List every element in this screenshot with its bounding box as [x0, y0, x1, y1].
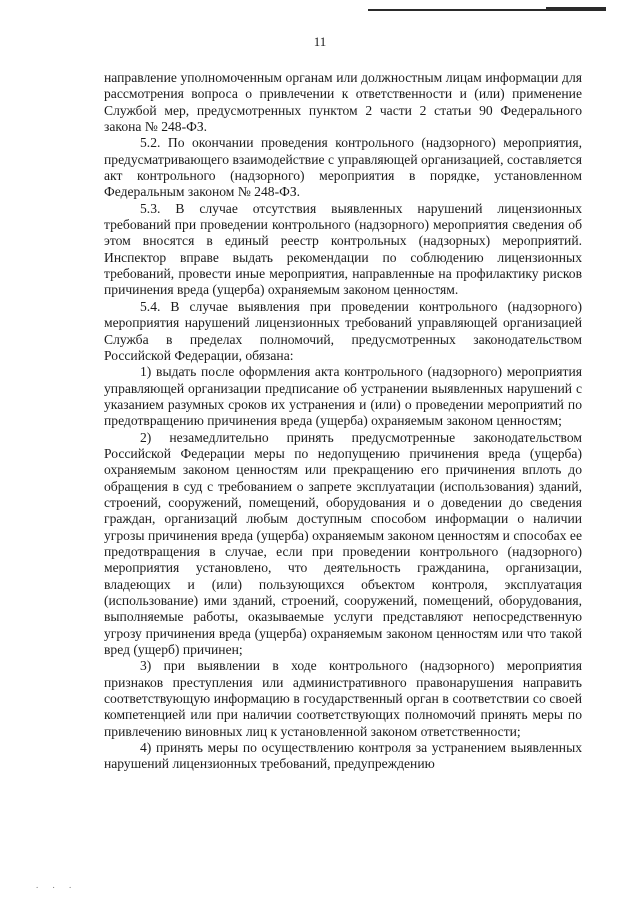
list-item-2: 2) незамедлительно принять предусмотренные законодательством Российской Федерации меры по недопущению причинения вреда (ущерба) охраняемым законом ценностям или прекращению его причинения вплоть до обращения в суд с требованием о запрете эксплуатации (использования) зданий, строений, сооружений, помещений, оборудования и о доведении до сведения граждан, организаций любым доступным способом информации о наличии угрозы причинения вреда (ущерба) охраняемым законом ценностям и способах ее предотвращения в случае, если при проведении контрольного (надзорного) мероприятия установлено, что деятельность гражданина, организации, владеющих и (или) пользующихся объектом контроля, эксплуатация (использование) ими зданий, строений, сооружений, помещений, оборудования, выполняемые работы, оказываемые услуги представляют непосредственную угрозу причинения вреда (ущерба) охраняемым законом ценностям или что такой вред (ущерб) причинен; [104, 429, 582, 658]
paragraph-5-4: 5.4. В случае выявления при проведении контрольного (надзорного) мероприятия нарушений лицензионных требований управляющей организацией Служба в пределах полномочий, предусмотренных законодательством Российской Федерации, обязана: [104, 298, 582, 363]
list-item-4: 4) принять меры по осуществлению контроля за устранением выявленных нарушений лицензионных требований, предупреждению [104, 740, 582, 772]
document-body [104, 70, 582, 773]
paragraph-continuation: направление уполномоченным органам или должностным лицам информации для рассмотрения вопроса о привлечении к ответственности и (или) применение Службой мер, предусмотренных пунктом 2 части 2 статьи 90 Федерального закона № 248-ФЗ. [104, 70, 582, 135]
list-item-1: 1) выдать после оформления акта контрольного (надзорного) мероприятия управляющей организации предписание об устранении выявленных нарушений с указанием разумных сроков их устранения и (или) о проведении мероприятий по предотвращению причинения вреда (ущерба) охраняемым законом ценностям; [104, 364, 582, 429]
scan-artifact: . . . [36, 880, 78, 890]
paragraph-5-2: 5.2. По окончании проведения контрольного (надзорного) мероприятия, предусматривающего взаимодействие с управляющей организацией, составляется акт контрольного (надзорного) мероприятия в порядке, установленном Федеральным законом № 248-ФЗ. [104, 135, 582, 200]
header-rule [368, 9, 606, 11]
paragraph-5-3: 5.3. В случае отсутствия выявленных нарушений лицензионных требований при проведении контрольного (надзорного) мероприятия сведения об этом вносятся в единый реестр контрольных (надзорных) мероприятий. Инспектор вправе выдать рекомендации по соблюдению лицензионных требований, провести иные мероприятия, направленные на профилактику рисков причинения вреда (ущерба) охраняемым законом ценностям. [104, 200, 582, 298]
page-number: 11 [313, 34, 327, 49]
list-item-3: 3) при выявлении в ходе контрольного (надзорного) мероприятия признаков преступления или административного правонарушения направить соответствующую информацию в государственный орган в соответствии со своей компетенцией или при наличии соответствующих полномочий принять меры по привлечению виновных лиц к установленной законом ответственности; [104, 658, 582, 739]
